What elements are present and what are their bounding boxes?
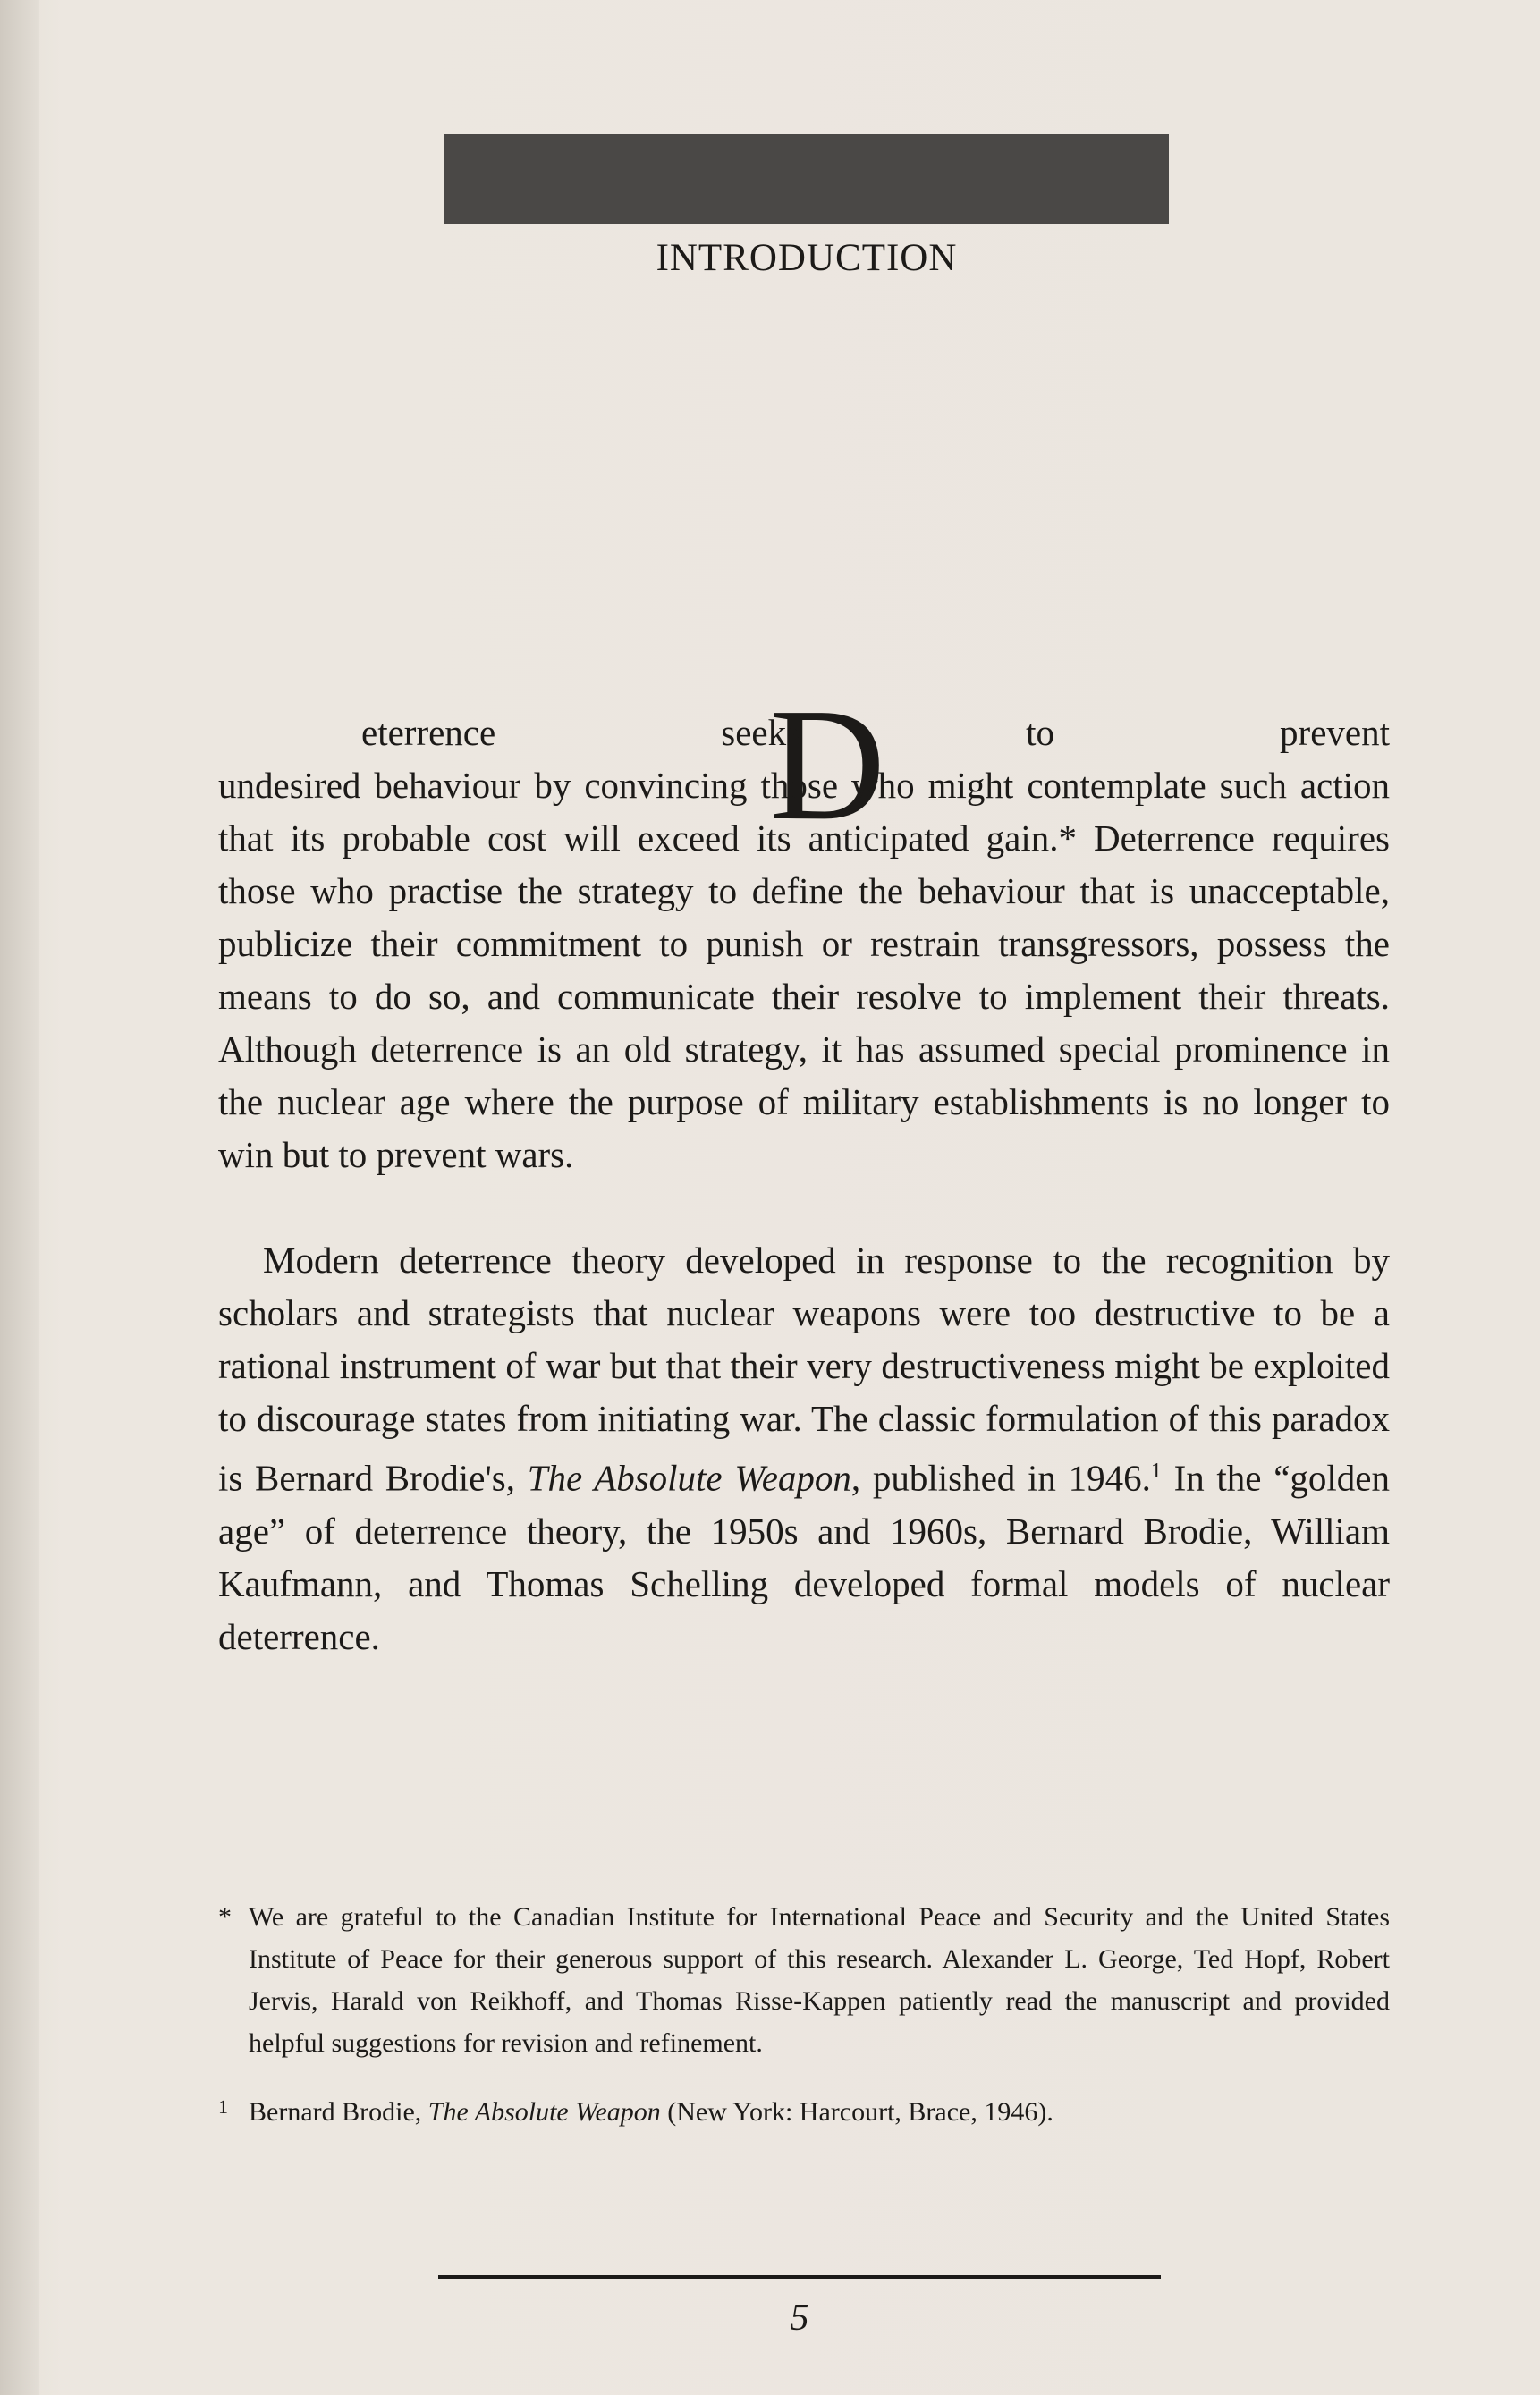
footnote-1 — [218, 2091, 1390, 2133]
paragraph-2 — [218, 1234, 1390, 1663]
footnote-mark: * — [218, 1902, 232, 1932]
footnote-reference: 1 — [1150, 1460, 1162, 1483]
paragraph-2-part-3: In the “golden age” of deterrence theory, the 1950s and 1960s, Bernard Brodie, William Kaufmann, and Thomas Schelling developed formal models of nuclear deterrence. — [218, 1457, 1390, 1657]
body-text — [218, 707, 1390, 1663]
footnote-text-before: Bernard Brodie, — [249, 2097, 428, 2127]
first-line-text: eterrence seeks to prevent — [361, 712, 1390, 753]
footnote-text: We are grateful to the Canadian Institute for International Peace and Security and the United States Institute of Peace for their generous support of this research. Alexander L. George, Ted Hopf, Robert Jervis, Harald von Reikhoff, and Thomas Risse-Kappen patiently read the manuscript and provided helpful suggestions for revision and refinement. — [249, 1902, 1390, 2058]
footnote-book-title: The Absolute Weapon — [427, 2097, 661, 2127]
paragraph-2-part-2: , published in 1946. — [850, 1457, 1151, 1499]
paragraph-1-first-line — [218, 707, 1390, 759]
drop-cap: D — [769, 675, 885, 853]
page-number: 5 — [790, 2298, 809, 2339]
footer-rule — [438, 2275, 1161, 2279]
paragraph-1-rest: undesired behaviour by convincing those who might contemplate such action that its probable cost will exceed its anticipated gain.* Deterrence requires those who practise the strategy to define the behaviour that is unacceptable, publicize their commitment to punish or restrain transgressors, possess the means to do so, and communicate their resolve to implement their threats. Although deterrence is an old strategy, it has assumed special prominence in the nuclear age where the purpose of military establishments is no longer to win but to prevent wars. — [218, 765, 1390, 1175]
footnote-text-after: (New York: Harcourt, Brace, 1946). — [660, 2097, 1053, 2127]
footnote-mark: 1 — [218, 2095, 228, 2118]
book-title: The Absolute Weapon — [527, 1457, 851, 1499]
chapter-header-bar — [444, 134, 1169, 224]
footnote-asterisk — [218, 1896, 1390, 2064]
paragraph-2-part-1: Modern deterrence theory developed in response to the recognition by scholars and strategists that nuclear weapons were too destructive to be a rational instrument of war but that their very destructiveness might be exploited to discourage states from initiating war. The classic formulation of this paradox is Bernard Brodie's, — [218, 1240, 1390, 1499]
binding-gutter — [0, 0, 39, 2395]
footnotes — [218, 1896, 1390, 2133]
chapter-title: INTRODUCTION — [656, 237, 958, 279]
paragraph-1 — [218, 707, 1390, 1181]
